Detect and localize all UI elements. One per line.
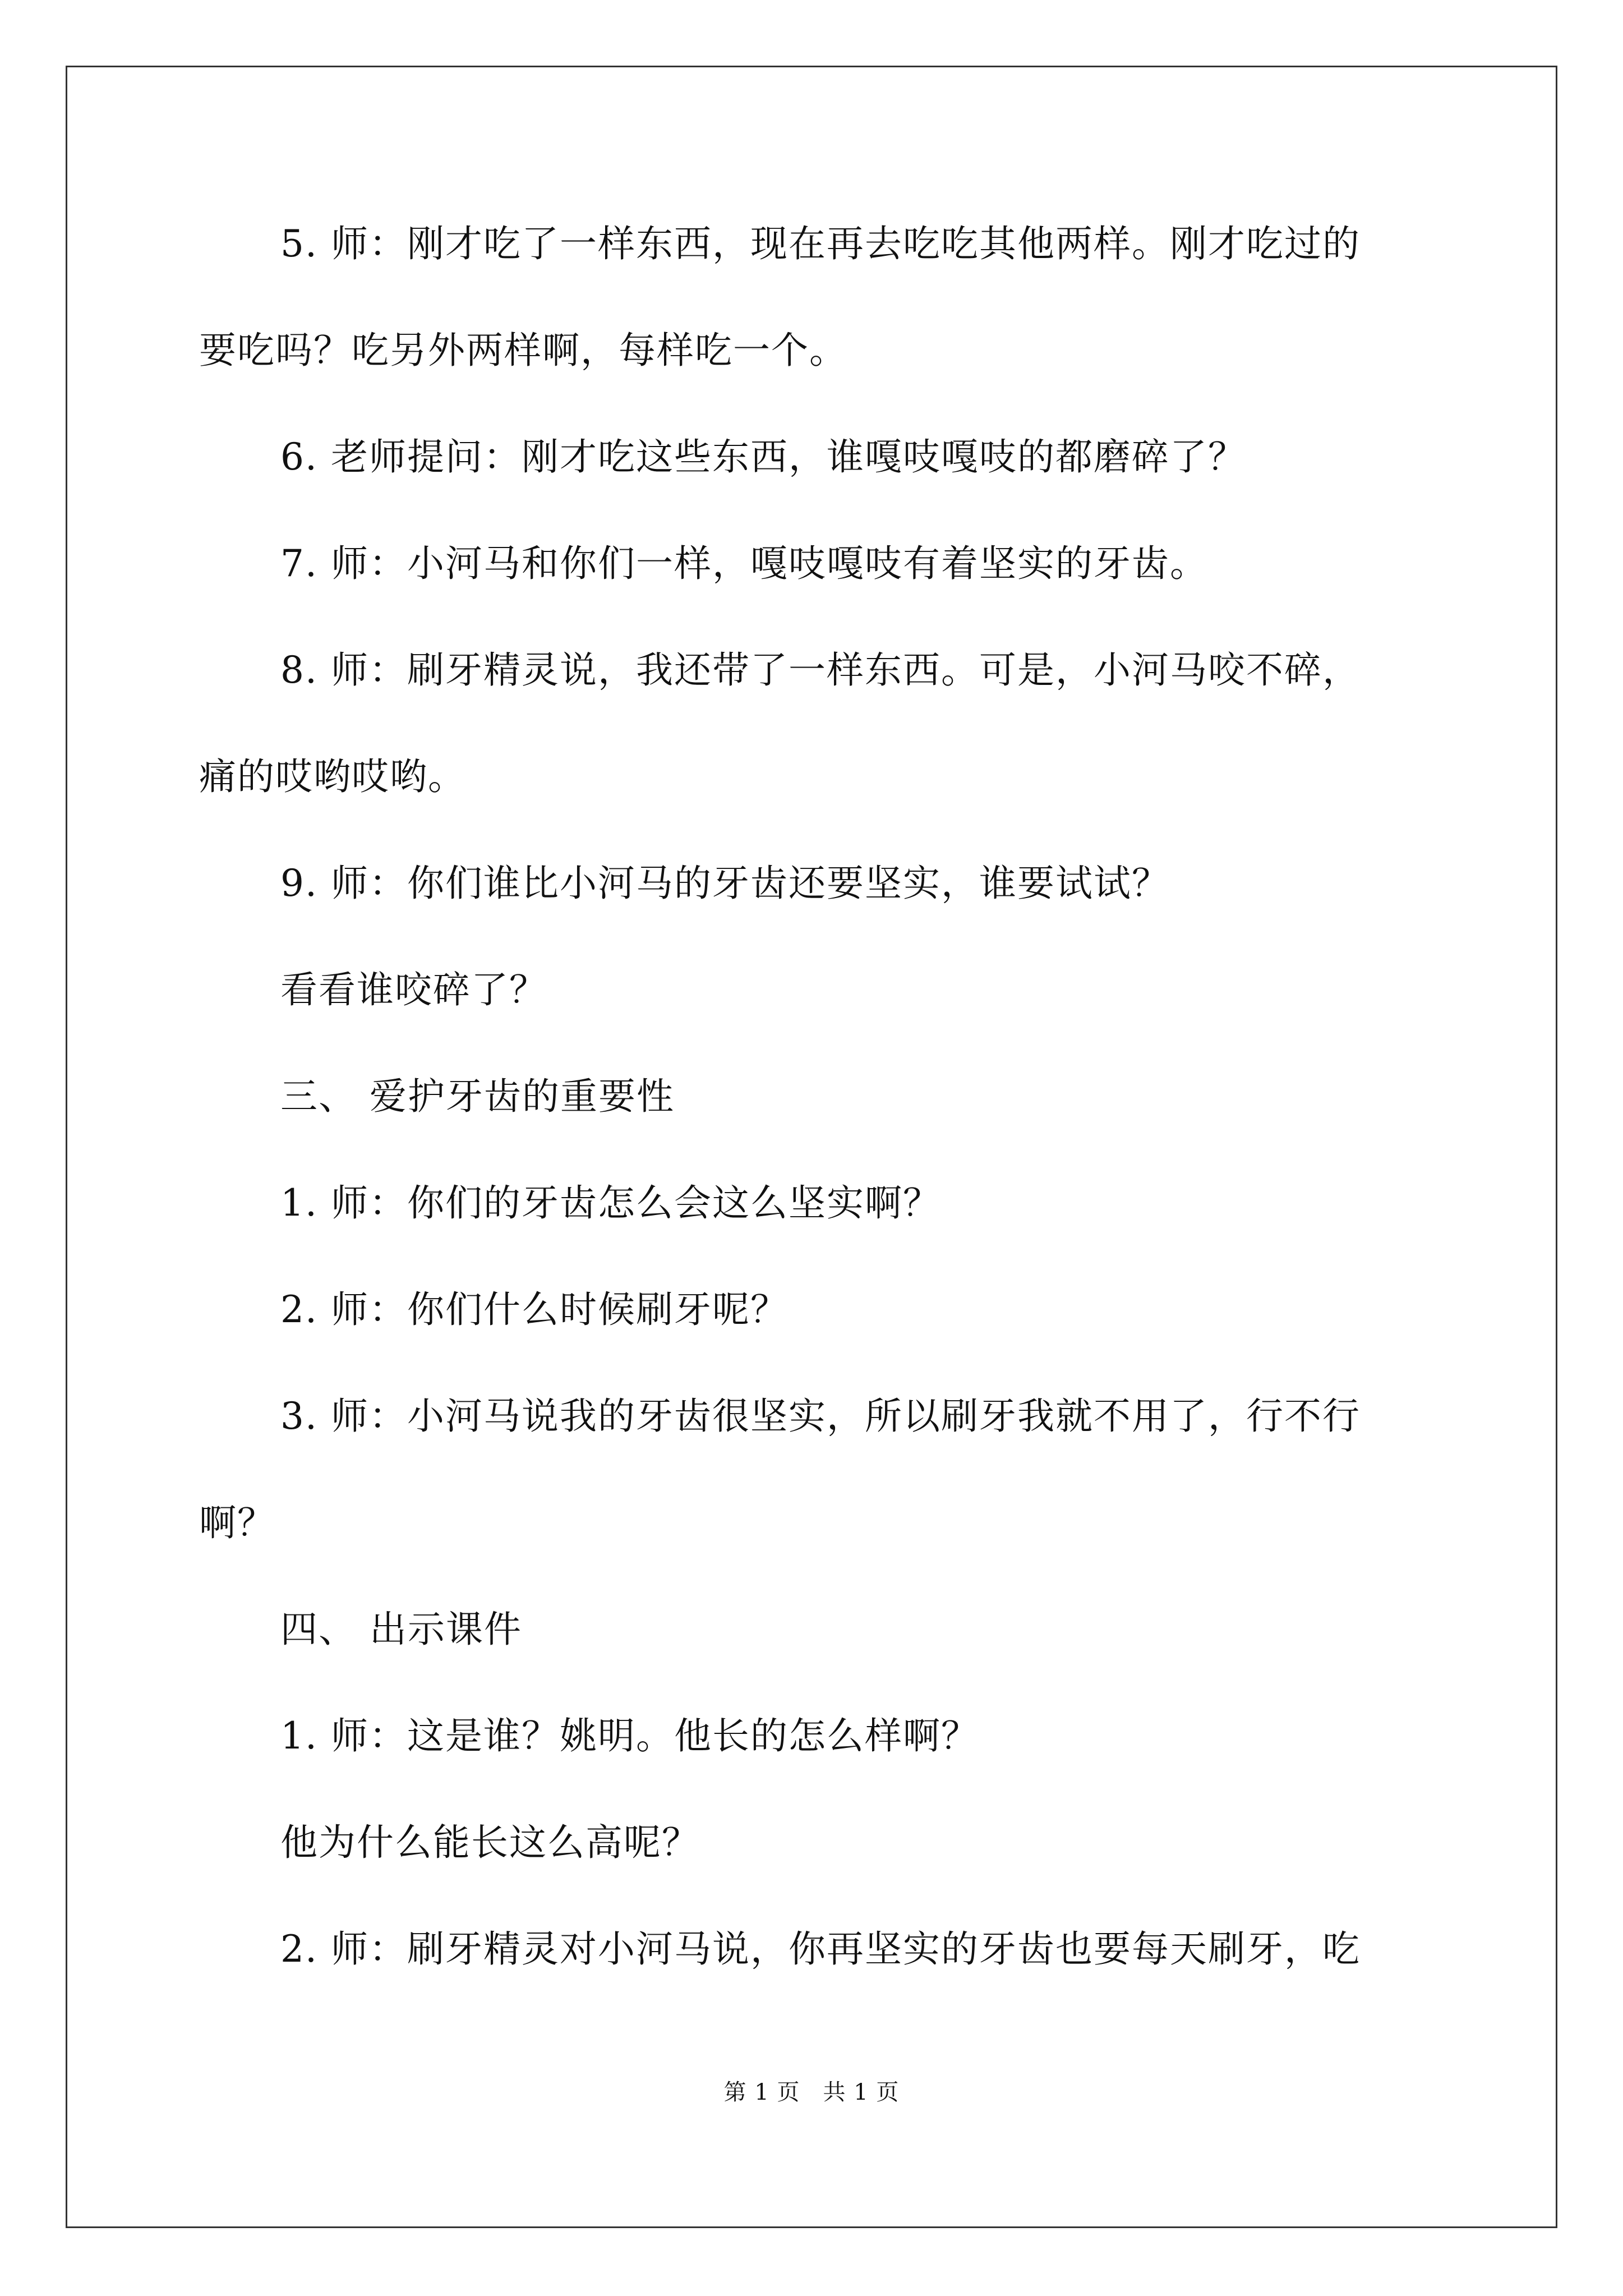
section-heading: 四、 出示课件 bbox=[280, 1608, 522, 1651]
paragraph-line: 1. 师：你们的牙齿怎么会这么坚实啊？ bbox=[280, 1181, 941, 1225]
paragraph-line: 看看谁咬碎了？ bbox=[280, 968, 547, 1011]
page-frame bbox=[66, 66, 1557, 2228]
paragraph-line: 他为什么能长这么高呢？ bbox=[280, 1821, 700, 1864]
paragraph-line: 痛的哎哟哎哟。 bbox=[199, 755, 466, 798]
paragraph-line: 3. 师：小河马说我的牙齿很坚实，所以刷牙我就不用了，行不行 bbox=[280, 1395, 1361, 1438]
paragraph-line: 6. 老师提问：刚才吃这些东西，谁嘎吱嘎吱的都磨碎了？ bbox=[280, 435, 1246, 478]
paragraph-line: 要吃吗？吃另外两样啊，每样吃一个。 bbox=[199, 329, 847, 372]
paragraph-line: 9. 师：你们谁比小河马的牙齿还要坚实，谁要试试？ bbox=[280, 862, 1170, 905]
paragraph-line: 啊？ bbox=[199, 1501, 275, 1544]
paragraph-line: 2. 师：你们什么时候刷牙呢？ bbox=[280, 1288, 789, 1331]
paragraph-line: 1. 师：这是谁？姚明。他长的怎么样啊？ bbox=[280, 1714, 979, 1757]
paragraph-line: 2. 师：刷牙精灵对小河马说，你再坚实的牙齿也要每天刷牙，吃 bbox=[280, 1927, 1361, 1971]
page-footer: 第 1 页 共 1 页 bbox=[723, 2079, 900, 2105]
paragraph-line: 7. 师：小河马和你们一样，嘎吱嘎吱有着坚实的牙齿。 bbox=[280, 542, 1208, 585]
paragraph-line: 5. 师：刚才吃了一样东西，现在再去吃吃其他两样。刚才吃过的 bbox=[280, 222, 1361, 265]
paragraph-line: 8. 师：刷牙精灵说，我还带了一样东西。可是，小河马咬不碎， bbox=[280, 648, 1361, 692]
section-heading: 三、 爱护牙齿的重要性 bbox=[280, 1075, 675, 1118]
